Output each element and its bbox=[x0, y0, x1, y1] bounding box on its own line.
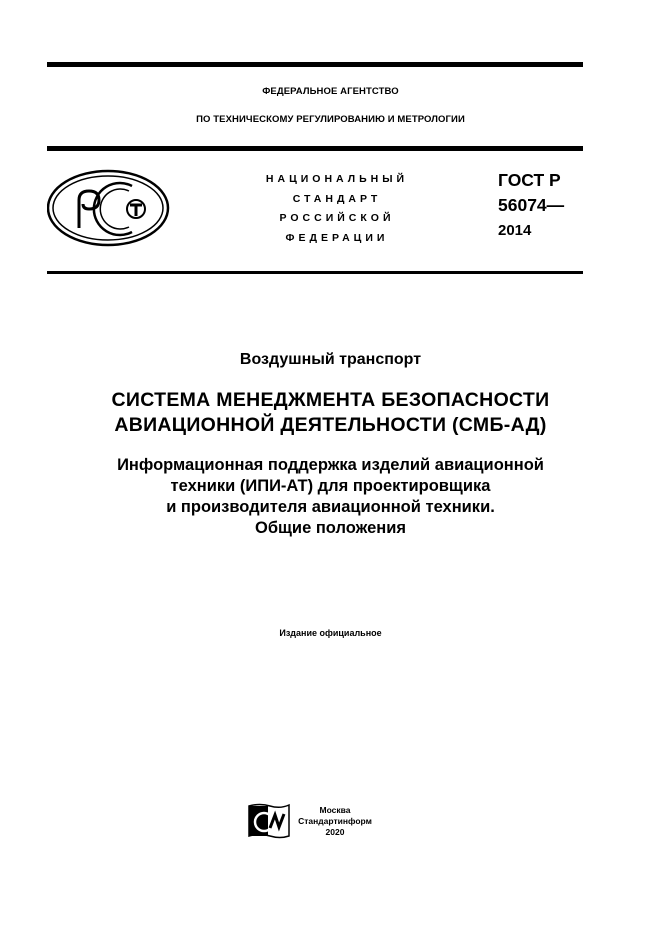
national-standard-line-3: РОССИЙСКОЙ bbox=[279, 212, 395, 224]
publisher-city: Москва bbox=[319, 805, 351, 815]
main-title bbox=[0, 388, 661, 438]
description-line-4: Общие положения bbox=[254, 519, 406, 537]
edition-label: Издание официальное bbox=[279, 628, 382, 638]
national-standard-label bbox=[237, 170, 437, 248]
description-line-3: и производителя авиационной техники. bbox=[166, 498, 495, 516]
designation-line-3: 2014 bbox=[498, 222, 532, 239]
agency-line-1: ФЕДЕРАЛЬНОЕ АГЕНТСТВО bbox=[262, 86, 399, 97]
standard-designation bbox=[498, 168, 564, 243]
publisher-info bbox=[295, 805, 375, 838]
designation-line-2: 56074— bbox=[498, 195, 565, 215]
agency-line-2: ПО ТЕХНИЧЕСКОМУ РЕГУЛИРОВАНИЮ И МЕТРОЛОГИИ bbox=[196, 114, 465, 125]
bottom-rule bbox=[47, 271, 583, 274]
national-standard-line-1: НАЦИОНАЛЬНЫЙ bbox=[265, 173, 409, 185]
publisher-name: Стандартинформ bbox=[298, 816, 372, 826]
top-rule bbox=[47, 62, 583, 67]
national-standard-line-4: ФЕДЕРАЦИИ bbox=[285, 231, 389, 244]
standartinform-logo-icon bbox=[248, 803, 290, 839]
designation-line-1: ГОСТ Р bbox=[498, 170, 561, 190]
middle-rule bbox=[47, 146, 583, 151]
main-title-line-1: СИСТЕМА МЕНЕДЖМЕНТА БЕЗОПАСНОСТИ bbox=[111, 389, 550, 411]
description-title bbox=[0, 455, 661, 539]
publisher-year: 2020 bbox=[325, 827, 345, 837]
main-title-line-2: АВИАЦИОННОЙ ДЕЯТЕЛЬНОСТИ (СМБ-АД) bbox=[114, 414, 547, 436]
subject-heading: Воздушный транспорт bbox=[239, 351, 422, 368]
gost-r-emblem-icon bbox=[47, 166, 177, 250]
description-line-1: Информационная поддержка изделий авиационной bbox=[117, 456, 544, 474]
national-standard-line-2: СТАНДАРТ bbox=[292, 192, 382, 205]
description-line-2: техники (ИПИ-АТ) для проектировщика bbox=[170, 477, 491, 495]
